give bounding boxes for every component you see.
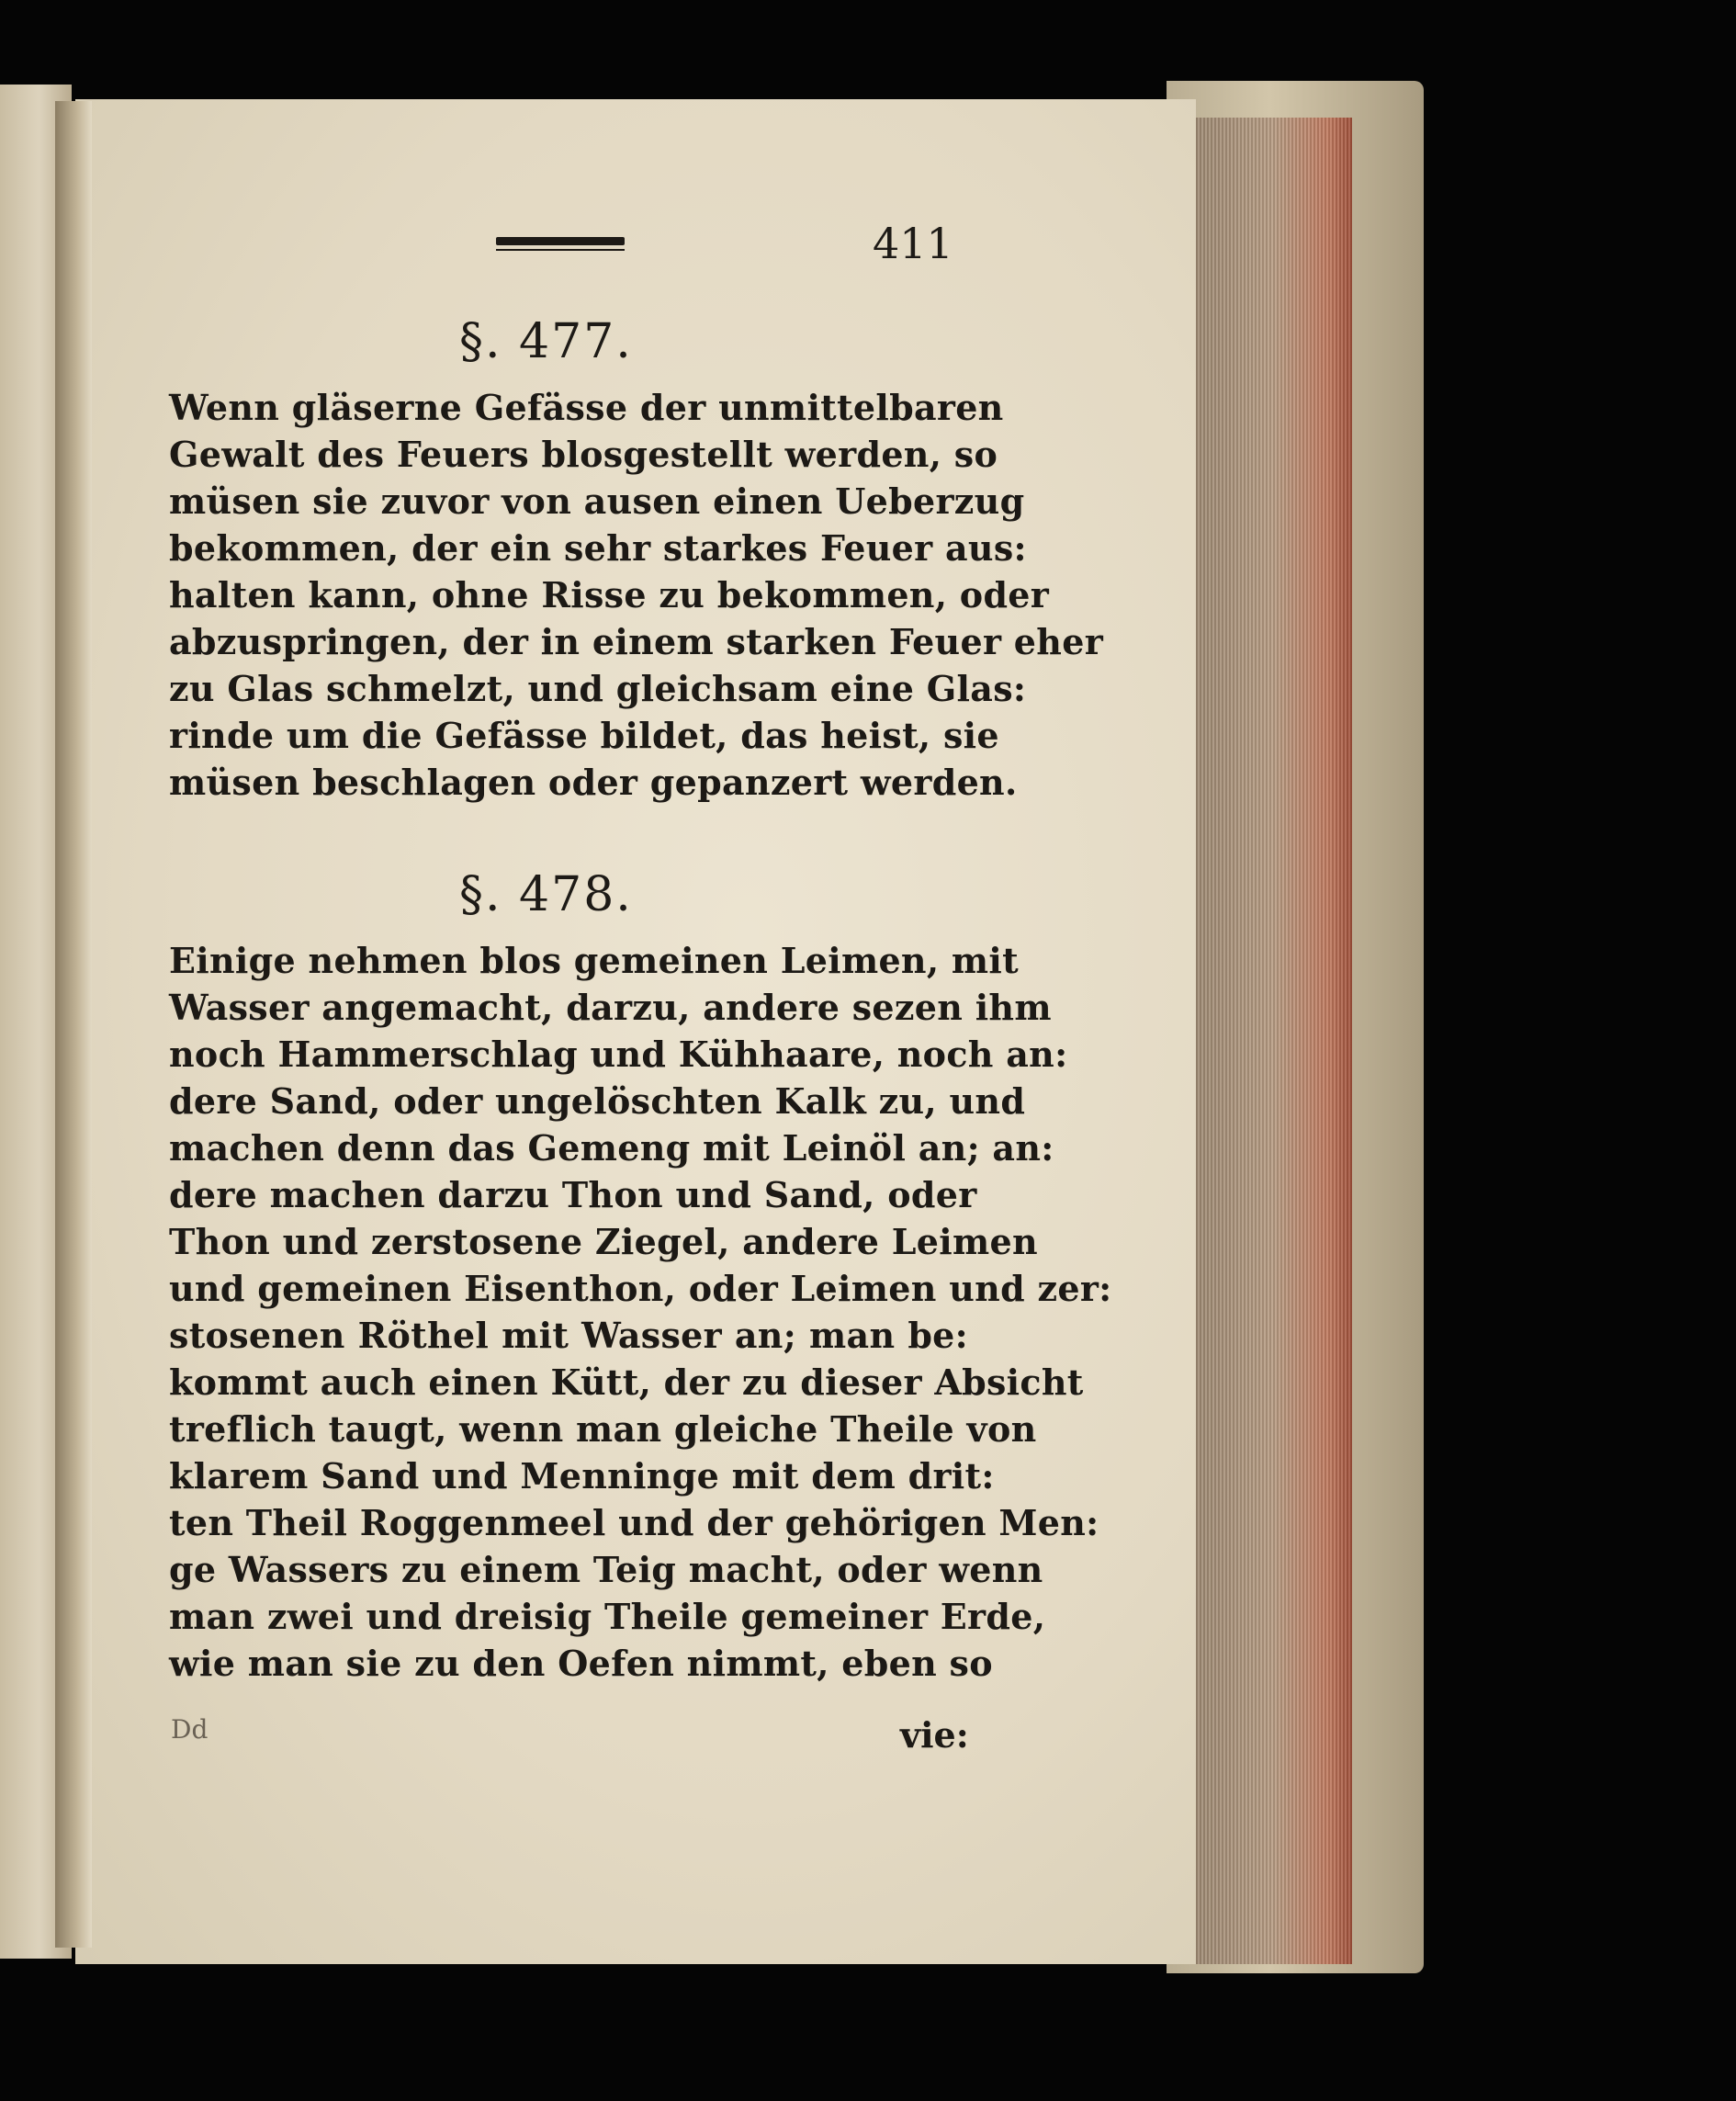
page-block-edges [1194,118,1352,1964]
text-line: kommt auch einen Kütt, der zu dieser Absicht [169,1361,1084,1403]
text-line: dere machen darzu Thon und Sand, oder [169,1174,977,1215]
text-line: wie man sie zu den Oefen nimmt, eben so [169,1643,993,1684]
text-line: bekommen, der ein sehr starkes Feuer aus: [169,527,1027,569]
text-line: stosenen Röthel mit Wasser an; man be: [169,1315,968,1356]
text-line: Thon und zerstosene Ziegel, andere Leimen [169,1221,1038,1262]
text-line: ge Wassers zu einem Teig macht, oder wenn [169,1549,1043,1590]
text-line: halten kann, ohne Risse zu bekommen, oder [169,574,1050,616]
text-line: abzuspringen, der in einem starken Feuer eher [169,621,1104,662]
book-gutter [55,101,92,1948]
section-heading-478: §. 478. [459,867,633,922]
page-number: 411 [873,219,953,268]
text-line: machen denn das Gemeng mit Leinöl an; an: [169,1127,1054,1169]
text-line: müsen beschlagen oder gepanzert werden. [169,762,1018,803]
header-rule [496,237,625,245]
text-line: Gewalt des Feuers blosgestellt werden, so [169,434,998,475]
section-477-body [169,384,1104,806]
text-line: zu Glas schmelzt, und gleichsam eine Glas: [169,668,1027,709]
text-line: dere Sand, oder ungelöschten Kalk zu, und [169,1080,1026,1122]
text-line: rinde um die Gefässe bildet, das heist, sie [169,715,999,756]
text-line: man zwei und dreisig Theile gemeiner Erde, [169,1596,1046,1637]
text-line: Einige nehmen blos gemeinen Leimen, mit [169,940,1020,981]
text-line: klarem Sand und Menninge mit dem drit: [169,1455,995,1497]
signature-mark: Dd [171,1714,209,1745]
catchword: vie: [900,1714,969,1756]
text-line: treflich taugt, wenn man gleiche Theile von [169,1408,1037,1450]
text-line: Wenn gläserne Gefässe der unmittelbaren [169,387,1004,428]
section-heading-477: §. 477. [459,314,633,369]
text-line: Wasser angemacht, darzu, andere sezen ihm [169,987,1052,1028]
text-line: müsen sie zuvor von ausen einen Ueberzug [169,480,1025,522]
text-line: noch Hammerschlag und Kühhaare, noch an: [169,1034,1068,1075]
text-line: und gemeinen Eisenthon, oder Leimen und zer: [169,1268,1112,1309]
section-478-body [169,937,1112,1687]
text-line: ten Theil Roggenmeel und der gehörigen Men: [169,1502,1099,1543]
